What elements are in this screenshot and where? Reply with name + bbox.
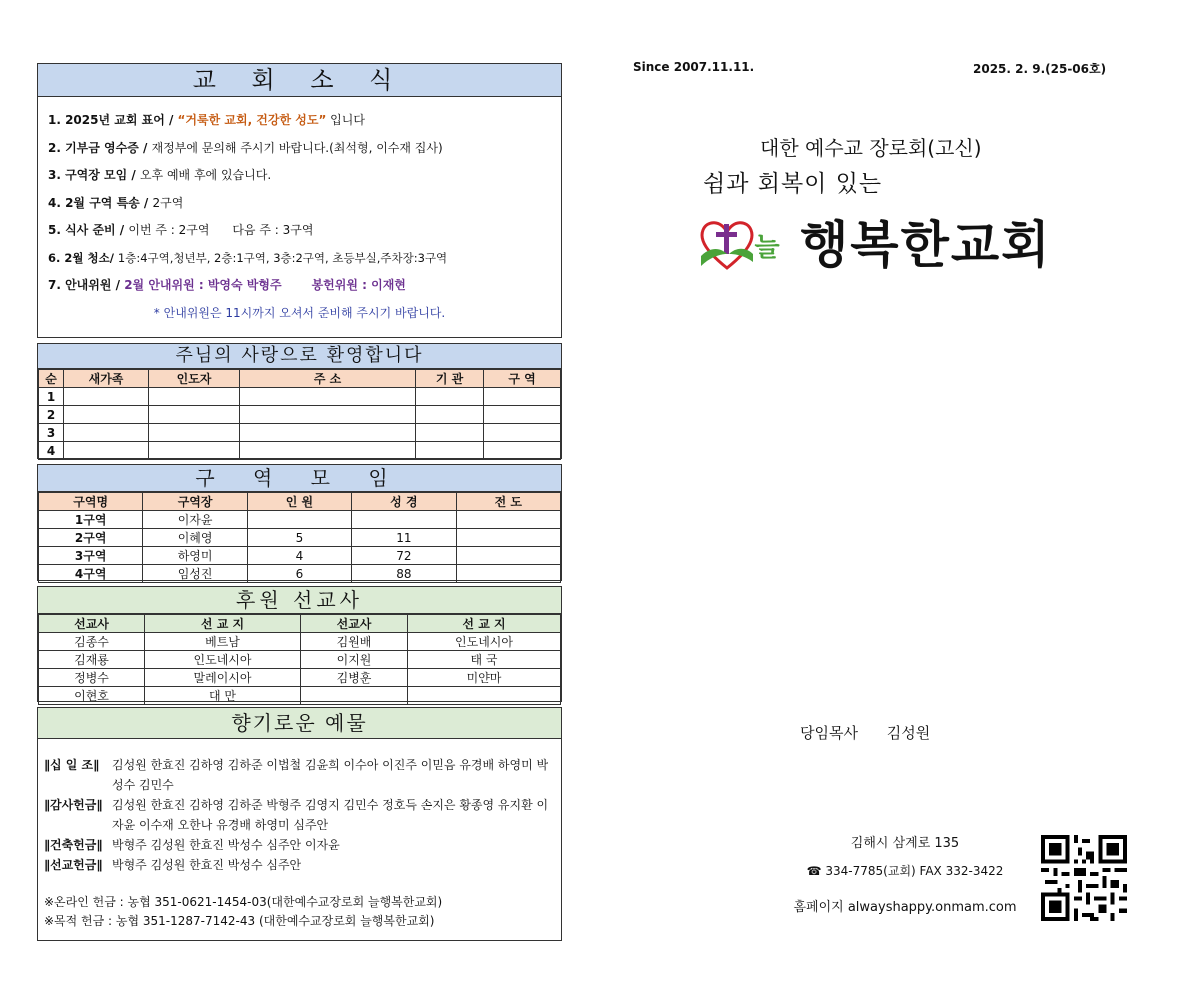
table-row: 김재룡 인도네시아 이지원 태 국 <box>39 651 561 669</box>
table-row: 이현호 대 만 <box>39 687 561 705</box>
district-table <box>38 492 561 583</box>
since-date: Since 2007.11.11. <box>633 60 755 74</box>
district-box <box>37 464 562 581</box>
table-row: 3 <box>39 424 561 442</box>
logo-text: 늘 <box>754 233 780 263</box>
table-header: 선교사 <box>39 615 145 633</box>
church-news-title: 교 회 소 식 <box>38 64 561 97</box>
church-phone: ☎ 334-7785(교회) FAX 332-3422 <box>806 864 1004 878</box>
church-news-box <box>37 63 562 338</box>
welcome-box <box>37 343 562 459</box>
pastor-name: 김성원 <box>886 724 931 742</box>
table-row: 2 <box>39 406 561 424</box>
denomination: 대한 예수교 장로회(고신) <box>760 136 982 160</box>
table-header: 구 역 <box>484 370 561 388</box>
table-row: 1구역 이자윤 <box>39 511 561 529</box>
offering-list <box>38 739 561 931</box>
news-item: 6. 2월 청소/ 1층:4구역,청년부, 2층:1구역, 3층:2구역, 초등부실,주차장:3구역 <box>48 250 448 265</box>
church-homepage: 홈페이지 alwayshappy.onmam.com <box>793 900 1017 915</box>
missionary-title: 후원 선교사 <box>38 587 561 614</box>
church-logo <box>697 210 797 278</box>
missionary-box <box>37 586 562 702</box>
table-row: 3구역 하영미 4 72 <box>39 547 561 565</box>
table-header: 주 소 <box>240 370 416 388</box>
church-news-list <box>38 97 561 300</box>
qr-code-icon <box>1041 835 1127 921</box>
table-row: 김종수 베트남 김원배 인도네시아 <box>39 633 561 651</box>
offering-row: ∥건축헌금∥ 박형주 김성원 한효진 박성수 심주안 이자윤 <box>44 838 340 852</box>
new-family-table <box>38 369 561 460</box>
church-name: 행복한교회 <box>800 216 1052 274</box>
news-item: 2. 기부금 영수증 / 재정부에 문의해 주시기 바랍니다.(최석형, 이수재 집사) <box>48 140 443 155</box>
usher-note: * 안내위원은 11시까지 오셔서 준비해 주시기 바랍니다. <box>153 305 446 320</box>
news-item: 1. 2025년 교회 표어 / “거룩한 교회, 건강한 성도” 입니다 <box>48 113 365 127</box>
table-row: 1 <box>39 388 561 406</box>
church-address: 김해시 삼계로 135 <box>850 836 960 851</box>
offering-row: ∥십 일 조∥ 김성원 한효진 김하영 김하준 이법철 김윤희 이수아 이진주 이믿음 유경배 하영미 박성수 김민수 <box>44 758 549 792</box>
issue-date: 2025. 2. 9.(25-06호) <box>973 62 1107 76</box>
table-row: 4구역 임성진 6 88 <box>39 565 561 583</box>
pastor <box>800 722 930 743</box>
table-row: 2구역 이혜영 5 11 <box>39 529 561 547</box>
purpose-offering-account: ※목적 헌금 : 농협 351-1287-7142-43 (대한예수교장로회 늘행복한교회) <box>44 914 435 928</box>
welcome-title: 주님의 사랑으로 환영합니다 <box>38 344 561 369</box>
news-item: 5. 식사 준비 / 이번 주 : 2구역 다음 주 : 3구역 <box>48 223 314 237</box>
table-header: 새가족 <box>64 370 149 388</box>
table-header: 구역명 <box>39 493 143 511</box>
table-header: 선 교 지 <box>145 615 301 633</box>
table-row: 4 <box>39 442 561 460</box>
news-item: 7. 안내위원 / 2월 안내위원 : 박영숙 박형주 봉헌위원 : 이재현 <box>48 278 406 292</box>
table-header: 선 교 지 <box>408 615 561 633</box>
table-header: 순 <box>39 370 64 388</box>
table-header: 인도자 <box>149 370 240 388</box>
table-header: 전 도 <box>456 493 560 511</box>
news-item: 3. 구역장 모임 / 오후 예배 후에 있습니다. <box>48 168 272 182</box>
district-title: 구 역 모 임 <box>38 465 561 492</box>
offering-row: ∥선교헌금∥ 박형주 김성원 한효진 박성수 심주안 <box>44 858 302 872</box>
table-header: 성 경 <box>352 493 456 511</box>
offering-row: ∥감사헌금∥ 김성원 한효진 김하영 김하준 박형주 김영지 김민수 정호득 손지은 황종영 유지환 이자윤 이수재 오한나 유경배 하영미 심주안 <box>44 798 549 832</box>
online-offering-account: ※온라인 헌금 : 농협 351-0621-1454-03(대한예수교장로회 늘행복한교회) <box>44 895 443 909</box>
missionary-table <box>38 614 561 705</box>
table-header: 선교사 <box>301 615 408 633</box>
table-header: 기 관 <box>416 370 484 388</box>
table-header: 구역장 <box>143 493 247 511</box>
table-row: 정병수 말레이시아 김병훈 미얀마 <box>39 669 561 687</box>
heart-cross-icon <box>697 210 797 274</box>
offering-title: 향기로운 예물 <box>38 708 561 739</box>
news-item: 4. 2월 구역 특송 / 2구역 <box>48 195 184 210</box>
pastor-title: 당임목사 <box>800 724 858 742</box>
church-motto: 쉼과 회복이 있는 <box>703 171 883 197</box>
table-header: 인 원 <box>247 493 351 511</box>
offering-box <box>37 707 562 941</box>
